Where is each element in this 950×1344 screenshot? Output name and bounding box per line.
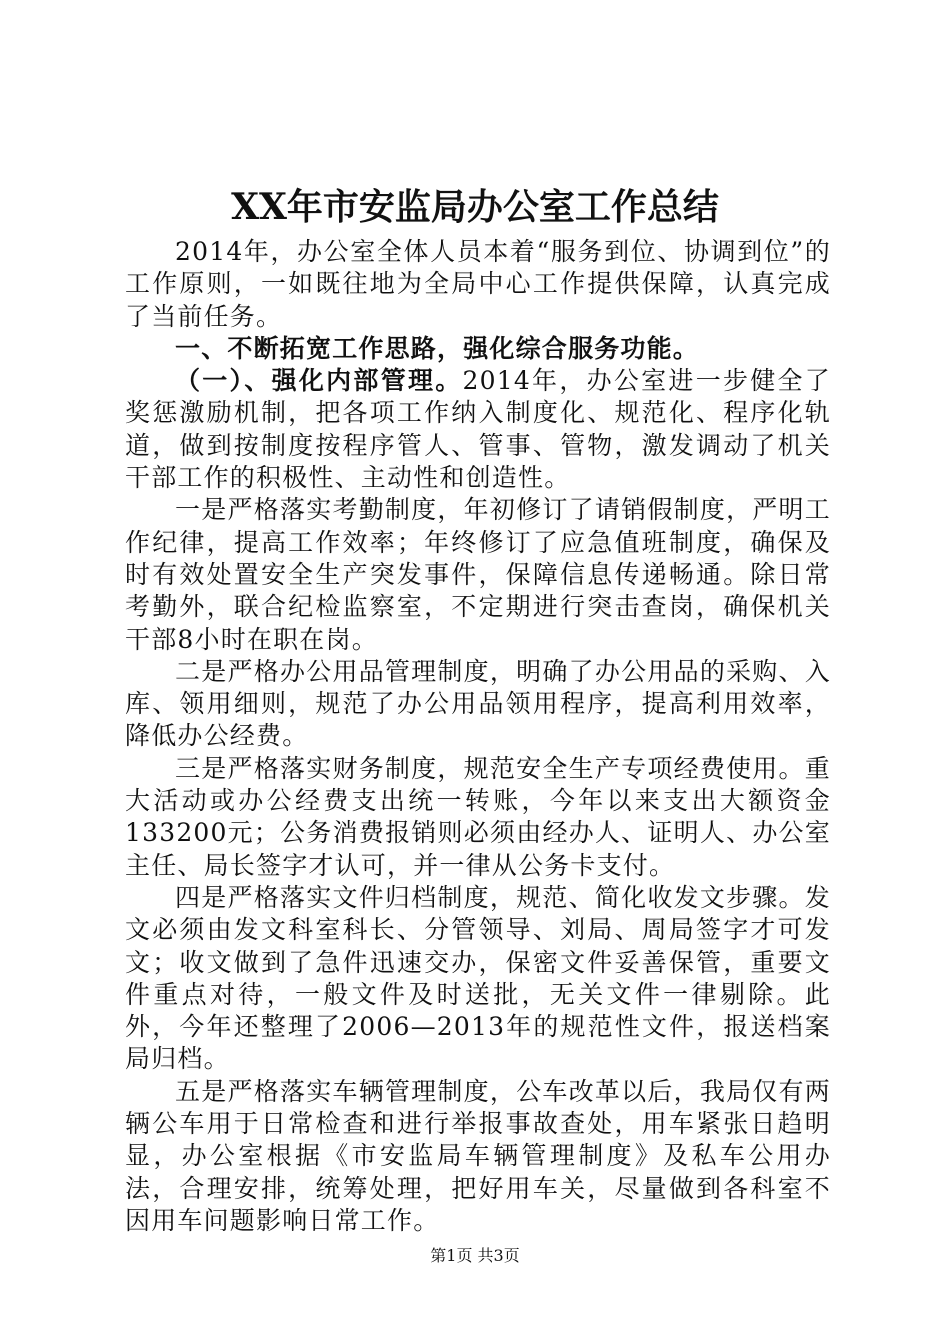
- document-body: [125, 236, 831, 1237]
- subsection-paragraph: [125, 365, 831, 494]
- paragraph-text: 2014年，办公室进一步健全了奖惩激励机制，把各项工作纳入制度化、规范化、程序化轨道，做到按制度按程序管人、管事、管物，激发调动了机关干部工作的积极性、主动性和创造性。: [125, 366, 832, 493]
- item-paragraph-5: [125, 1076, 831, 1237]
- item-paragraph-2: [125, 656, 831, 753]
- subsection-heading: （一）、强化内部管理。: [175, 366, 463, 396]
- paragraph-text: 四是严格落实文件归档制度，规范、简化收发文步骤。发文必须由发文科室科长、分管领导、刘局、周局签字才可发文；收文做到了急件迅速交办，保密文件妥善保管，重要文件重点对待，一般文件及时送批，无关文件一律剔除。此外，今年还整理了2006—2013年的规范性文件，报送档案局归档。: [125, 882, 831, 1074]
- page-number-footer: 第1页 共3页: [430, 1246, 520, 1265]
- item-paragraph-4: [125, 882, 831, 1076]
- paragraph-text: 一是严格落实考勤制度，年初修订了请销假制度，严明工作纪律，提高工作效率；年终修订了应急值班制度，确保及时有效处置安全生产突发事件，保障信息传递畅通。除日常考勤外，联合纪检监察室，不定期进行突击查岗，确保机关干部8小时在职在岗。: [125, 495, 831, 654]
- section-heading: [125, 333, 831, 365]
- paragraph-text: 五是严格落实车辆管理制度，公车改革以后，我局仅有两辆公车用于日常检查和进行举报事故查处，用车紧张日趋明显，办公室根据《市安监局车辆管理制度》及私车公用办法，合理安排，统筹处理，把好用车关，尽量做到各科室不因用车问题影响日常工作。: [125, 1076, 831, 1235]
- section-heading-text: 一、不断拓宽工作思路，强化综合服务功能。: [175, 333, 700, 363]
- paragraph-text: 三是严格落实财务制度，规范安全生产专项经费使用。重大活动或办公经费支出统一转账，今年以来支出大额资金133200元；公务消费报销则必须由经办人、证明人、办公室主任、局长签字才认可，并一律从公务卡支付。: [125, 753, 831, 880]
- item-paragraph-1: [125, 494, 831, 655]
- paragraph-text: 二是严格办公用品管理制度，明确了办公用品的采购、入库、领用细则，规范了办公用品领用程序，提高利用效率，降低办公经费。: [125, 656, 831, 751]
- paragraph-text: 2014年，办公室全体人员本着“服务到位、协调到位”的工作原则，一如既往地为全局中心工作提供保障，认真完成了当前任务。: [125, 237, 831, 331]
- intro-paragraph: [125, 236, 831, 333]
- document-title: XX年市安监局办公室工作总结: [231, 186, 719, 228]
- item-paragraph-3: [125, 753, 831, 882]
